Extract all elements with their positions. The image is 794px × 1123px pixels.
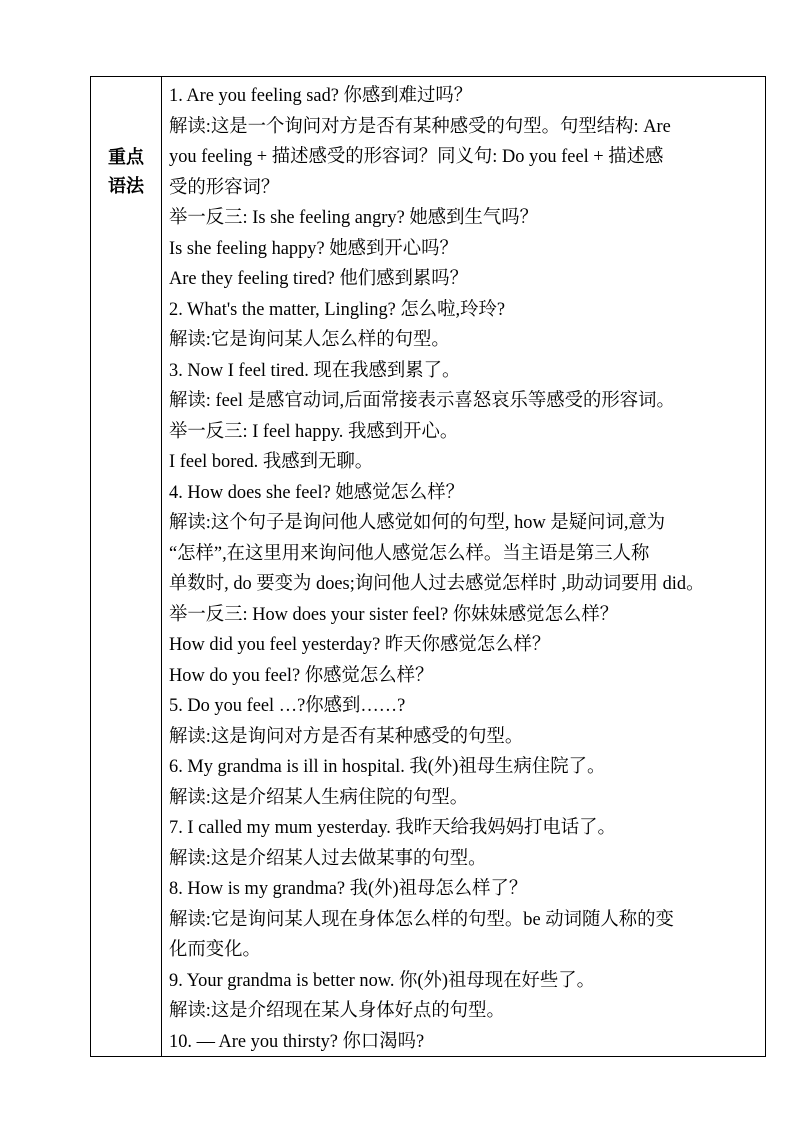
text-line: 举一反三: Is she feeling angry? 她感到生气吗？: [169, 208, 539, 228]
text-line: Are they feeling tired? 他们感到累吗？: [169, 269, 469, 289]
section-label: [91, 143, 161, 201]
text-line: 举一反三: How does your sister feel? 你妹妹感觉怎么样？: [169, 604, 619, 625]
text-line: 解读:这是介绍某人生病住院的句型。: [169, 787, 469, 808]
text-line: 2. What's the matter, Lingling? 怎么啦,玲玲?: [169, 299, 506, 320]
section-label-line1: 重点: [108, 147, 144, 168]
text-line: I feel bored. 我感到无聊。: [169, 452, 374, 472]
text-line: 解读:这个句子是询问他人感觉如何的句型, how 是疑问词,意为: [169, 513, 666, 533]
text-line: 单数时, do 要变为 does;询问他人过去感觉怎样时 ,助动词要用 did。: [169, 574, 705, 594]
text-line: 解读:它是询问某人现在身体怎么样的句型。be 动词随人称的变: [169, 909, 674, 930]
text-line: Is she feeling happy? 她感到开心吗？: [169, 238, 458, 259]
section-label-line2: 语法: [108, 176, 144, 197]
text-line: 10. — Are you thirsty? 你口渴吗?: [169, 1031, 425, 1052]
text-line: 1. Are you feeling sad? 你感到难过吗？: [169, 86, 473, 106]
text-line: 9. Your grandma is better now. 你(外)祖母现在好些了。: [169, 970, 596, 991]
text-line: “怎样”,在这里用来询问他人感觉怎么样。当主语是第三人称: [169, 543, 650, 564]
text-line: 化而变化。: [169, 940, 261, 960]
text-line: 6. My grandma is ill in hospital. 我(外)祖母生病住院了。: [169, 757, 606, 777]
text-line: 举一反三: I feel happy. 我感到开心。: [169, 421, 459, 442]
text-line: 3. Now I feel tired. 现在我感到累了。: [169, 360, 461, 381]
text-line: 解读:这是一个询问对方是否有某种感受的句型。句型结构: Are: [169, 116, 671, 137]
text-line: 7. I called my mum yesterday. 我昨天给我妈妈打电话了。: [169, 818, 616, 838]
text-line: 解读:这是介绍现在某人身体好点的句型。: [169, 1001, 505, 1021]
text-line: How do you feel? 你感觉怎么样？: [169, 665, 434, 686]
text-line: How did you feel yesterday? 昨天你感觉怎么样？: [169, 635, 551, 655]
grammar-table: [90, 76, 766, 1057]
text-line: you feeling + 描述感受的形容词？同义句: Do you feel + 描述感: [169, 147, 664, 167]
text-line: 解读: feel 是感官动词,后面常接表示喜怒哀乐等感受的形容词。: [169, 391, 675, 411]
text-line: 解读:它是询问某人怎么样的句型。: [169, 330, 450, 350]
text-line: 受的形容词？: [169, 177, 280, 198]
grammar-content: [169, 81, 769, 1057]
column-divider: [161, 77, 162, 1056]
text-line: 解读:这是询问对方是否有某种感受的句型。: [169, 726, 524, 747]
text-line: 8. How is my grandma? 我(外)祖母怎么样了？: [169, 879, 528, 899]
text-line: 解读:这是介绍某人过去做某事的句型。: [169, 848, 487, 869]
text-line: 4. How does she feel? 她感觉怎么样？: [169, 482, 465, 503]
text-line: 5. Do you feel …?你感到……?: [169, 696, 406, 716]
